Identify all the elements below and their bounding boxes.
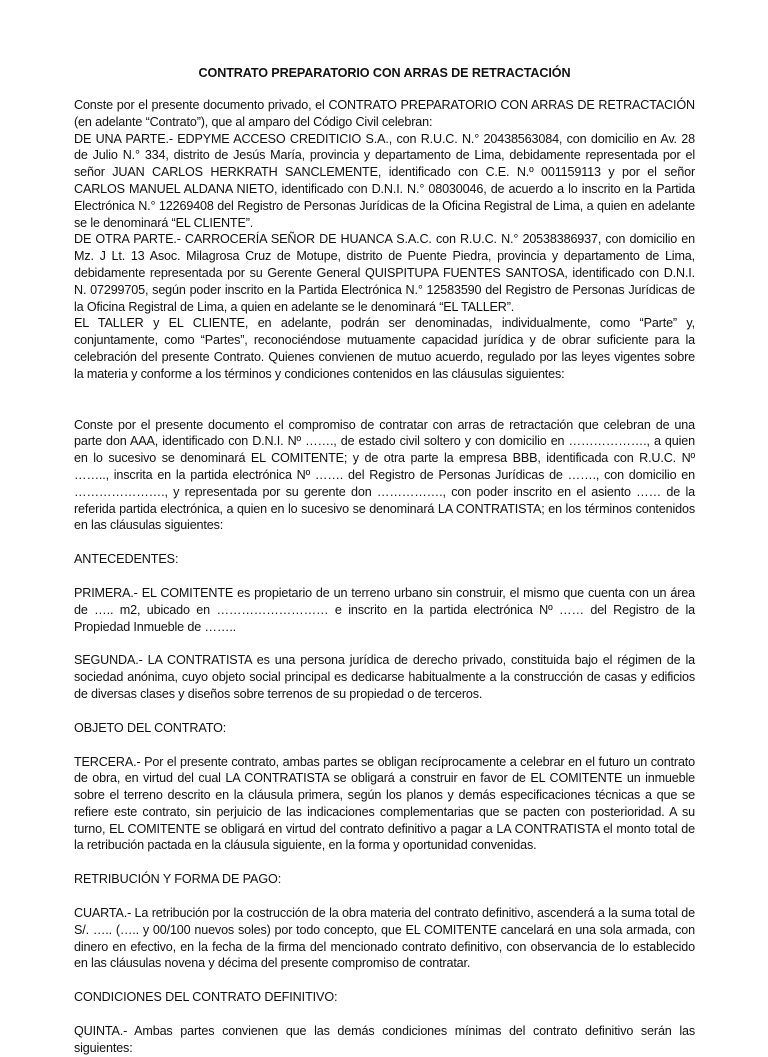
section-heading-objeto: OBJETO DEL CONTRATO: (74, 720, 227, 735)
party-two-paragraph: DE OTRA PARTE.- CARROCERÍA SEÑOR DE HUANCA S.A.C. con R.U.C. N.° 20538386937, con domicilio en Mz. J Lt. 13 Asoc. Milagrosa Cruz de Motupe, distrito de Puente Piedra, provincia y departamento de Lima, debidamente representada por su Gerente General QUISPITUPA FUENTES SANTOSA, identificado con D.N.I. N. 07299705, según poder inscrito en la Partida Electrónica N.° 12583590 del Registro de Personas Jurídicas de la Oficina Registral de Lima, a quien en adelante se le denominará “EL TALLER”. (74, 232, 695, 314)
party-one-paragraph: DE UNA PARTE.- EDPYME ACCESO CREDITICIO S.A., con R.U.C. N.° 20438563084, con domicilio en Av. 28 de Julio N.° 334, distrito de Jesús María, provincia y departamento de Lima, debidamente representada por el señor JUAN CARLOS HERKRATH SANCLEMENTE, identificado con C.E. N.º 001159113 y por el señor CARLOS MANUEL ALDANA NIETO, identificado con D.N.I. N.° 08030046, de acuerdo a lo inscrito en la Partida Electrónica N.° 12269408 del Registro de Personas Jurídicas de la Oficina Registral de Lima, a quien en adelante se le denominará “EL CLIENTE”. (74, 131, 695, 230)
preamble-section (74, 97, 695, 383)
section-heading-antecedentes: ANTECEDENTES: (74, 552, 179, 567)
commitment-paragraph: Conste por el presente documento el compromiso de contratar con arras de retractación que celebran de una parte don AAA, identificado con D.N.I. Nº ……., de estado civil soltero y con domicilio en ………………., a quien en lo sucesivo se denominará EL COMITENTE; y de otra parte la empresa BBB, identificada con R.U.C. Nº …….., inscrita en la partida electrónica Nº ……. del Registro de Personas Jurídicas de ……., con domicilio en …………………., y representada por su gerente don ……………., con poder inscrito en el asiento …… de la referida partida electrónica, a quien en lo sucesivo se denominará LA CONTRATISTA; en los términos contenidos en las cláusulas siguientes: (74, 417, 695, 533)
clause-cuarta: CUARTA.- La retribución por la costrucción de la obra materia del contrato definitivo, ascenderá a la suma total de S/. ….. (….. y 00/100 nuevos soles) por todo concepto, que EL COMITENTE cancelará en una sola armada, con dinero en efectivo, en la fecha de la firma del mencionado contrato definitivo, con observancia de lo establecido en las cláusulas novena y décima del presente compromiso de contratar. (74, 906, 695, 971)
section-heading-condiciones: CONDICIONES DEL CONTRATO DEFINITIVO: (74, 990, 338, 1005)
parties-joint-paragraph: EL TALLER y EL CLIENTE, en adelante, podrán ser denominadas, individualmente, como “Parte” y, conjuntamente, como “Partes”, reconociéndose mutuamente capacidad jurídica y de obrar suficiente para la celebración del presente Contrato. Quienes convienen de mutuo acuerdo, regulado por las leyes vigentes sobre la materia y conforme a los términos y condiciones contenidos en las cláusulas siguientes: (74, 316, 695, 381)
document-title: CONTRATO PREPARATORIO CON ARRAS DE RETRACTACIÓN (198, 66, 571, 80)
clause-quinta: QUINTA.- Ambas partes convienen que las demás condiciones mínimas del contrato definitivo serán las siguientes: (74, 1024, 695, 1055)
clause-primera: PRIMERA.- EL COMITENTE es propietario de un terreno urbano sin construir, el mismo que cuenta con un área de ….. m2, ubicado en ……………………… e inscrito en la partida electrónica Nº …… del Registro de la Propiedad Inmueble de …….. (74, 585, 695, 634)
clause-tercera: TERCERA.- Por el presente contrato, ambas partes se obligan recíprocamente a celebrar en el futuro un contrato de obra, en virtud del cual LA CONTRATISTA se obligará a construir en favor de EL COMITENTE un inmueble sobre el terreno descrito en la cláusula primera, según los planos y demás especificaciones técnicas a que se refiere este contrato, sin perjuicio de las indicaciones complementarias que se pacten con posterioridad. A su turno, EL COMITENTE se obligará en virtud del contrato definitivo a pagar a LA CONTRATISTA el monto total de la retribución pactada en la cláusula siguiente, en la forma y oportunidad convenidas. (74, 754, 695, 853)
section-heading-retribucion: RETRIBUCIÓN Y FORMA DE PAGO: (74, 872, 282, 887)
intro-paragraph: Conste por el presente documento privado, el CONTRATO PREPARATORIO CON ARRAS DE RETRACTACIÓN (en adelante “Contrato”), que al amparo del Código Civil celebran: (74, 98, 695, 129)
clause-segunda: SEGUNDA.- LA CONTRATISTA es una persona jurídica de derecho privado, constituida bajo el régimen de la sociedad anónima, cuyo objeto social principal es dedicarse habitualmente a la construcción de casas y edificios de diversas clases y diseños sobre terrenos de su propiedad o de terceros. (74, 653, 695, 701)
